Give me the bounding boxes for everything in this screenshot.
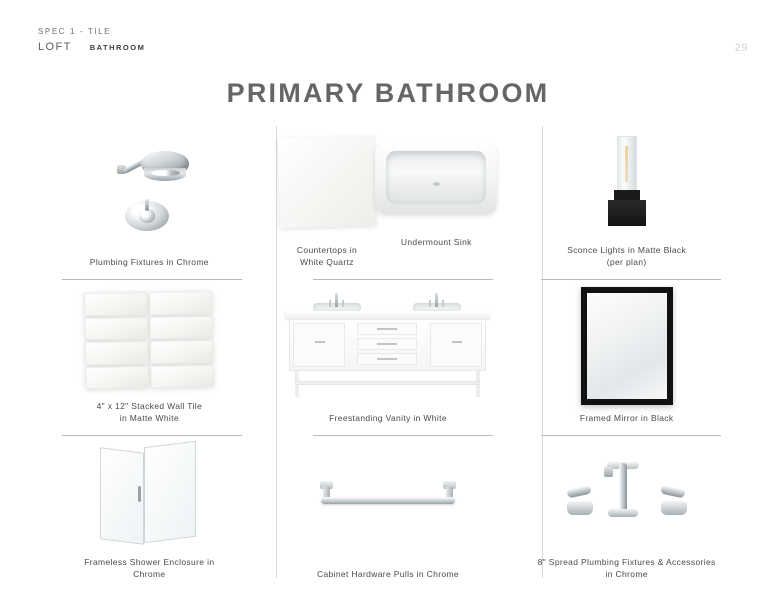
- spec-item-image: [279, 436, 498, 568]
- spec-item-image: [517, 124, 736, 244]
- caption-line-1: Sconce Lights in Matte Black: [567, 245, 687, 255]
- spec-item-grid: [30, 120, 746, 588]
- caption-line-2: (per plan): [606, 257, 647, 267]
- caption-line-2: Chrome: [133, 569, 166, 579]
- spec-item-stacked-wall-tile: [30, 276, 269, 432]
- spec-item-caption: [580, 412, 674, 432]
- page-number: 29: [734, 42, 748, 54]
- spec-item-image: [517, 280, 736, 412]
- caption-line-2: in Chrome: [605, 569, 648, 579]
- caption-line-2: White Quartz: [300, 257, 354, 267]
- caption-line-1: Plumbing Fixtures in Chrome: [89, 257, 209, 267]
- spec-item-caption: [401, 236, 472, 276]
- spec-item-caption: [297, 244, 357, 276]
- tile-panel-icon: [85, 291, 215, 389]
- double-vanity-icon: [285, 289, 490, 404]
- glass-shower-enclosure-icon: [94, 442, 204, 550]
- quartz-slab-sample-icon: [278, 136, 376, 228]
- spec-item-caption: [84, 556, 214, 588]
- spec-item-sconce-lights-matte-black: [507, 120, 746, 276]
- cabinet-pull-bar-icon: [313, 479, 463, 525]
- caption-line-1: Frameless Shower Enclosure in: [84, 557, 215, 567]
- spec-item-image: [40, 436, 259, 556]
- spec-item-caption: [90, 256, 209, 276]
- spec-item-caption: [329, 412, 447, 432]
- caption-line-1: Countertops in: [296, 245, 358, 255]
- wall-sconce-icon: [592, 134, 662, 234]
- caption-line-2: in Matte White: [119, 413, 179, 423]
- spec-item-frameless-shower-enclosure: [30, 432, 269, 588]
- undermount-sink-icon: [375, 142, 497, 214]
- project-label: LOFT: [38, 41, 72, 53]
- caption-line-1: 4" x 12" Stacked Wall Tile: [96, 401, 203, 411]
- spec-item-plumbing-fixtures-chrome: [30, 120, 269, 276]
- spec-item-image: [279, 120, 376, 244]
- spec-subitem-countertops: [279, 120, 376, 276]
- spec-item-spread-plumbing-fixtures-accessories: [507, 432, 746, 588]
- spec-item-caption: [97, 400, 203, 432]
- spec-item-freestanding-vanity-white: [269, 276, 508, 432]
- spec-item-image: [375, 120, 497, 236]
- caption-line-1: Framed Mirror in Black: [579, 413, 674, 423]
- caption-line-1: Cabinet Hardware Pulls in Chrome: [316, 569, 460, 579]
- spec-item-cabinet-hardware-pulls-chrome: [269, 432, 508, 588]
- room-label: BATHROOM: [89, 43, 146, 52]
- spec-item-caption: [317, 568, 459, 588]
- framed-mirror-icon: [581, 287, 673, 405]
- spec-item-caption: [567, 244, 686, 276]
- caption-line-1: Freestanding Vanity in White: [329, 413, 447, 423]
- spec-item-countertops-and-sink: [269, 120, 508, 276]
- spec-item-image: [517, 436, 736, 556]
- document-header: [38, 26, 145, 53]
- page-title: PRIMARY BATHROOM: [226, 78, 550, 108]
- shower-head-and-valve-icon: [89, 143, 209, 238]
- spec-item-caption: [538, 556, 716, 588]
- widespread-faucet-icon: [557, 457, 697, 535]
- spec-label: SPEC 1 - TILE: [38, 27, 112, 36]
- caption-line-1: 8" Spread Plumbing Fixtures & Accessories: [537, 557, 716, 567]
- spec-item-image: [279, 280, 498, 412]
- caption-line-1: Undermount Sink: [400, 237, 472, 247]
- spec-item-image: [40, 124, 259, 256]
- spec-subitem-undermount-sink: [375, 120, 497, 276]
- spec-item-framed-mirror-black: [507, 276, 746, 432]
- spec-item-image: [40, 280, 259, 400]
